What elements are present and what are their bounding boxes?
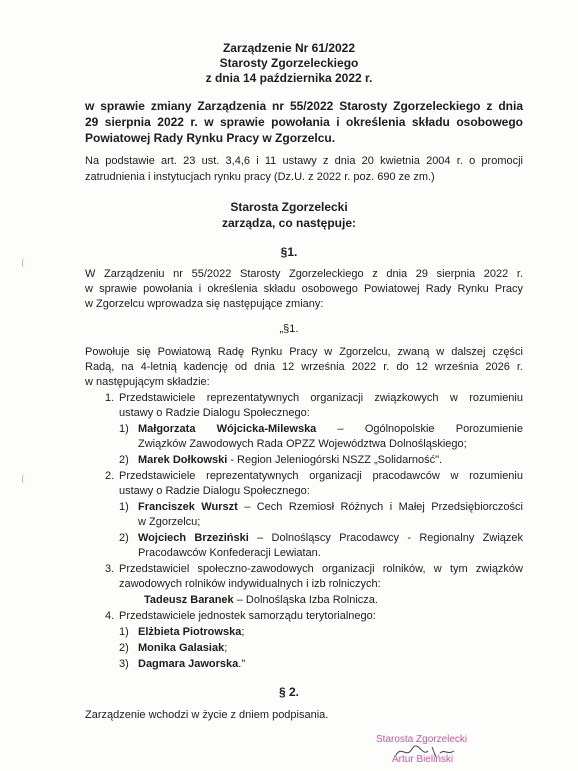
member-affiliation: – Cech Rzemiosł Różnych i Małej Przedsiębiorczości [237,501,523,513]
member-name: Wojciech Brzeziński [138,532,249,544]
subject-line-1: w sprawie zmiany Zarządzenia nr 55/2022 Starosty Zgorzeleckiego z dnia [85,99,523,113]
list-item-line: ustawy o Radzie Dialogu Społecznego: [119,485,310,497]
member-entry [138,423,523,435]
section-2-text: Zarządzenie wchodzi w życie z dniem podpisania. [85,709,329,721]
list-item-line: Przedstawiciele jednostek samorządu terytorialnego: [119,610,376,622]
section-1-heading: §1. [280,245,298,259]
sub-item-number: 2) [119,454,129,466]
member-affiliation: – Ogólnopolskie Porozumienie [316,423,523,435]
sub-item-number: 3) [119,658,129,670]
member-entry [138,658,245,670]
list-item-number: 2. [105,470,115,482]
member-entry [144,594,378,606]
document-title: Zarządzenie Nr 61/2022 [222,41,356,55]
member-name: Tadeusz Baranek [144,594,234,606]
section-1-para-line-1: W Zarządzeniu nr 55/2022 Starosty Zgorzeleckiego z dnia 29 sierpnia 2022 r. [85,268,523,280]
member-name: Elżbieta Piotrowska [138,626,242,638]
document-date: z dnia 14 października 2022 r. [205,71,373,85]
member-affiliation: – Dolnośląska Izba Rolnicza. [233,594,378,606]
quote-line-3: w następującym składzie: [85,376,210,388]
member-name: Monika Galasiak [138,642,225,654]
section-1-para-line-2: w sprawie powołania i określenia składu osobowego Powiatowej Rady Rynku Pracy [85,283,523,295]
member-entry [138,626,244,638]
signature-title: Starosta Zgorzelecki [376,734,468,745]
legal-basis-line-2: zatrudnienia i instytucjach rynku pracy (Dz.U. z 2022 r. poz. 690 ze zm.) [85,171,435,183]
member-name: Dagmara Jaworska [138,658,239,670]
decree-line-2: zarządza, co następuje: [221,216,357,230]
signature-name: Artur Bieliński [392,754,454,765]
member-affiliation: ; [241,626,245,638]
sub-item-number: 1) [119,626,129,638]
decree-line-1: Starosta Zgorzelecki [230,200,348,214]
scan-margin-mark [22,258,29,268]
section-1-para-line-3: w Zgorzelcu wprowadza się następujące zmiany: [85,298,324,310]
member-entry [138,501,523,513]
member-entry [138,532,523,544]
list-item-number: 3. [105,563,115,575]
sub-item-number: 1) [119,423,129,435]
quoted-section-heading: „§1. [279,323,299,335]
list-item-line: Przedstawiciele reprezentatywnych organizacji pracodawców w rozumieniu [119,470,523,482]
subject-line-3: Powiatowej Rady Rynku Pracy w Zgorzelcu. [85,131,336,145]
list-item-line: Przedstawiciel społeczno-zawodowych organizacji rolników, w tym związków [119,563,523,575]
member-entry [138,454,442,466]
legal-basis-line-1: Na podstawie art. 23 ust. 3,4,6 i 11 ustawy z dnia 20 kwietnia 2004 r. o promocji [85,155,523,167]
member-entry [138,642,227,654]
member-affiliation: ." [238,658,246,670]
member-affiliation: - Region Jeleniogórski NSZZ „Solidarność". [227,454,443,466]
member-affiliation: ; [224,642,228,654]
quote-line-1: Powołuje się Powiatową Radę Rynku Pracy w Zgorzelcu, zwaną w dalszej części [85,346,523,358]
section-2-heading: § 2. [278,685,299,699]
scan-margin-mark [22,474,29,484]
subject-line-2: 29 sierpnia 2022 r. w sprawie powołania i określenia składu osobowego [85,115,523,129]
sub-item-number: 1) [119,501,129,513]
member-affiliation-cont: w Zgorzelcu; [138,516,201,528]
list-item-number: 4. [105,610,115,622]
list-item-line: ustawy o Radzie Dialogu Społecznego: [119,407,310,419]
quote-line-2: Radą, na 4-letnią kadencję od dnia 12 września 2022 r. do 12 września 2026 r. [85,361,523,373]
member-affiliation-cont: Pracodawców Konfederacji Lewiatan. [138,547,321,559]
member-name: Franciszek Wurszt [138,501,238,513]
list-item-line: Przedstawiciele reprezentatywnych organizacji związkowych w rozumieniu [119,392,523,404]
member-name: Marek Dołkowski [138,454,228,466]
sub-item-number: 2) [119,642,129,654]
list-item-number: 1. [105,392,115,404]
document-issuer: Starosty Zgorzeleckiego [219,56,359,70]
list-item-line: zawodowych rolników indywidualnych i izb rolniczych: [119,578,381,590]
sub-item-number: 2) [119,532,129,544]
member-name: Małgorzata Wójcicka-Milewska [138,423,317,435]
member-affiliation: – Dolnośląscy Pracodawcy - Regionalny Związek [248,532,524,544]
member-affiliation-cont: Związków Zawodowych Rada OPZZ Województwa Dolnośląskiego; [138,438,467,450]
